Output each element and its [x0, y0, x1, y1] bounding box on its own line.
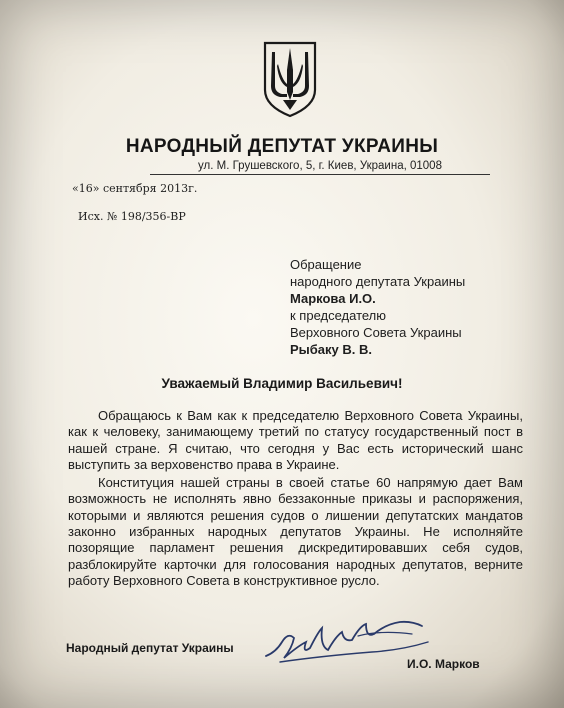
recipient-block — [290, 256, 530, 358]
letterhead-title: НАРОДНЫЙ ДЕПУТАТ УКРАИНЫ — [125, 136, 439, 157]
sender-name: Маркова И.О. — [290, 291, 376, 306]
signatory-name: И.О. Марков — [407, 657, 480, 671]
body-paragraph: Обращаюсь к Вам как к председателю Верховного Совета Украины, как к человеку, занимающему третий по статусу государственный пост в нашей стране. Я считаю, что сегодня у Вас есть исторический шанс выступить за верховенство права в Украине. — [68, 408, 523, 472]
trident-icon — [262, 40, 318, 118]
letter-body — [68, 408, 523, 589]
recipient-line: Обращение — [290, 257, 362, 272]
signatory-position: Народный депутат Украины — [66, 641, 234, 655]
body-paragraph: Конституция нашей страны в своей статье 60 напрямую дает Вам возможность не исполнять явно беззаконные приказы и распоряжения, которыми и являются решения судов о лишении депутатских мандатов законно избранных народных депутатов Украины. Не исполняйте позорящие парламент решения дискредитировавших себя судов, разблокируйте карточки для голосования народных депутатов, верните работу Верховного Совета в конструктивное русло. — [68, 475, 523, 588]
recipient-line: Верховного Совета Украины — [290, 325, 462, 340]
outgoing-reference: Исх. № 198/356-ВР — [78, 210, 186, 223]
greeting: Уважаемый Владимир Васильевич! — [161, 376, 403, 391]
recipient-line: народного депутата Украины — [290, 274, 466, 289]
letterhead-address: ул. М. Грушевского, 5, г. Киев, Украина, 01008 — [150, 160, 490, 175]
letter-date: «16» сентября 2013г. — [72, 182, 198, 195]
recipient-line: к председателю — [290, 308, 387, 323]
addressee-name: Рыбаку В. В. — [290, 342, 372, 357]
